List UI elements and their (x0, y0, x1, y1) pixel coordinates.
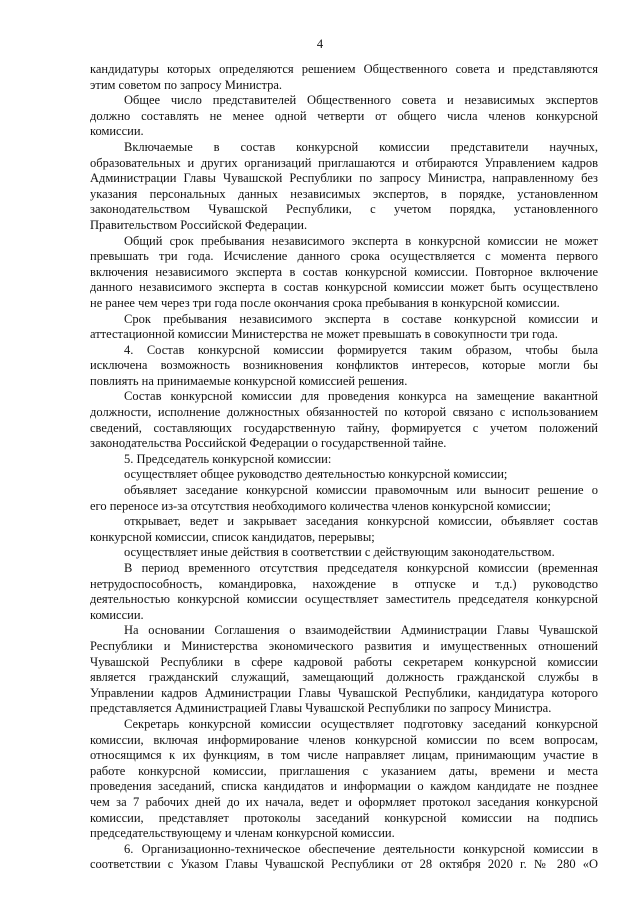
text-line: 6. Организационно-техническое обеспечение деятельности конкурсной комиссии в (124, 841, 598, 856)
text-line: комиссии. (90, 607, 144, 622)
text-line: указания персональных данных независимых экспертов, в порядке, установленном (90, 186, 598, 201)
text-line: Правительством Российской Федерации. (90, 217, 308, 232)
text-line: должно составлять не менее одной четверти от общего числа членов конкурсной (90, 108, 598, 123)
text-line: данного независимого эксперта в состав конкурсной комиссии может быть осуществлено (90, 280, 598, 295)
text-line: представляется Администрацией Главы Чувашской Республики по запросу Министра. (90, 701, 552, 716)
text-line: председательствующему и членам конкурсной комиссии. (90, 826, 395, 841)
text-line: сведений, составляющих государственную тайну, формируется с учетом положений (90, 420, 598, 435)
text-line: Срок пребывания независимого эксперта в составе конкурсной комиссии и (124, 311, 598, 326)
text-line: открывает, ведет и закрывает заседания конкурсной комиссии, объявляет состав (124, 514, 598, 529)
text-line: чем за 7 рабочих дней до их начала, ведет и оформляет протокол заседания конкурсной (90, 794, 598, 809)
text-line: этим советом по запросу Министра. (90, 77, 282, 92)
text-line: включения независимого эксперта в состав конкурсной комиссии. Повторное включение (90, 264, 598, 279)
text-line: 4. Состав конкурсной комиссии формируется таким образом, чтобы была (124, 342, 598, 357)
text-line: Чувашской Республики в сфере кадровой работы секретарем конкурсной комиссии (90, 654, 598, 669)
text-line: кандидатуры которых определяются решением Общественного совета и представляются (90, 62, 598, 76)
text-line: комиссии, включая информирование членов конкурсной комиссии по всем вопросам, (90, 732, 598, 747)
text-line: превышать три года. Исчисление данного срока осуществляется с момента первого (90, 249, 598, 264)
document-body (90, 62, 598, 873)
text-line: На основании Соглашения о взаимодействии Администрации Главы Чувашской (124, 623, 598, 638)
text-line: 5. Председатель конкурсной комиссии: (124, 451, 332, 466)
text-line: Секретарь конкурсной комиссии осуществляет подготовку заседаний конкурсной (124, 716, 598, 731)
text-line: комиссии. (90, 124, 144, 139)
page-number: 4 (316, 37, 324, 51)
text-line: Состав конкурсной комиссии для проведения конкурса на замещение вакантной (124, 389, 598, 404)
text-line: не ранее чем через три года после окончания срока пребывания в конкурсной комиссии. (90, 295, 560, 310)
text-line: работе конкурсной комиссии, приглашения с указанием даты, времени и места (90, 763, 598, 778)
text-line: Общее число представителей Общественного совета и независимых экспертов (124, 93, 598, 108)
text-line: деятельностью конкурсной комиссии осуществляет заместитель председателя конкурсной (90, 592, 598, 607)
text-line: должности, исполнение должностных обязанностей по которой связано с использованием (90, 405, 598, 420)
text-line: В период временного отсутствия председателя конкурсной комиссии (временная (124, 561, 598, 575)
text-line: Администрации Главы Чувашской Республики по запросу Министра, направленному без (90, 171, 598, 186)
text-line: осуществляет общее руководство деятельностью конкурсной комиссии; (124, 467, 508, 482)
text-line: законодательства Российской Федерации о государственной тайне. (90, 436, 447, 451)
text-line: конкурсной комиссии, список кандидатов, перерывы; (90, 529, 375, 544)
text-line: аттестационной комиссии Министерства не может превышать в совокупности три года. (90, 327, 558, 342)
text-line: повлиять на принимаемые конкурсной комиссией решения. (90, 373, 408, 388)
text-line: законодательством Чувашской Республики, с учетом порядка, установленного (90, 202, 598, 217)
text-line: Управлении кадров Администрации Главы Чувашской Республики, кандидатура которого (90, 685, 598, 700)
text-line: его переносе из-за отсутствия необходимого количества членов конкурсной комиссии; (90, 498, 551, 513)
text-line: исключена возможность возникновения конфликтов интересов, которые могли бы (90, 358, 598, 373)
text-line: осуществляет иные действия в соответствии с действующим законодательством. (124, 545, 555, 560)
text-line: Общий срок пребывания независимого эксперта в конкурсной комиссии не может (124, 233, 598, 248)
text-line: соответствии с Указом Главы Чувашской Республики от 28 октября 2020 г. № 280 «О (90, 857, 598, 872)
text-line: Включаемые в состав конкурсной комиссии представители научных, (124, 139, 598, 154)
text-line: образовательных и других организаций приглашаются и отбираются Управлением кадров (90, 155, 598, 170)
text-line: является гражданский служащий, замещающий должность гражданской службы в (90, 670, 598, 685)
text-line: комиссии, представляет протоколы заседаний конкурсной комиссии на подпись (90, 810, 598, 825)
text-line: Республики и Министерства экономического развития и имущественных отношений (90, 638, 598, 653)
text-line: объявляет заседание конкурсной комиссии правомочным или выносит решение о (124, 483, 598, 498)
text-line: относящимся к их функциям, в том числе направляет лицам, принимающим участие в (90, 748, 598, 763)
text-line: нетрудоспособность, командировка, нахождение в отпуске и т.д.) руководство (90, 576, 598, 591)
text-line: проведения заседаний, списка кандидатов и информации о каждом кандидате не позднее (90, 779, 598, 794)
